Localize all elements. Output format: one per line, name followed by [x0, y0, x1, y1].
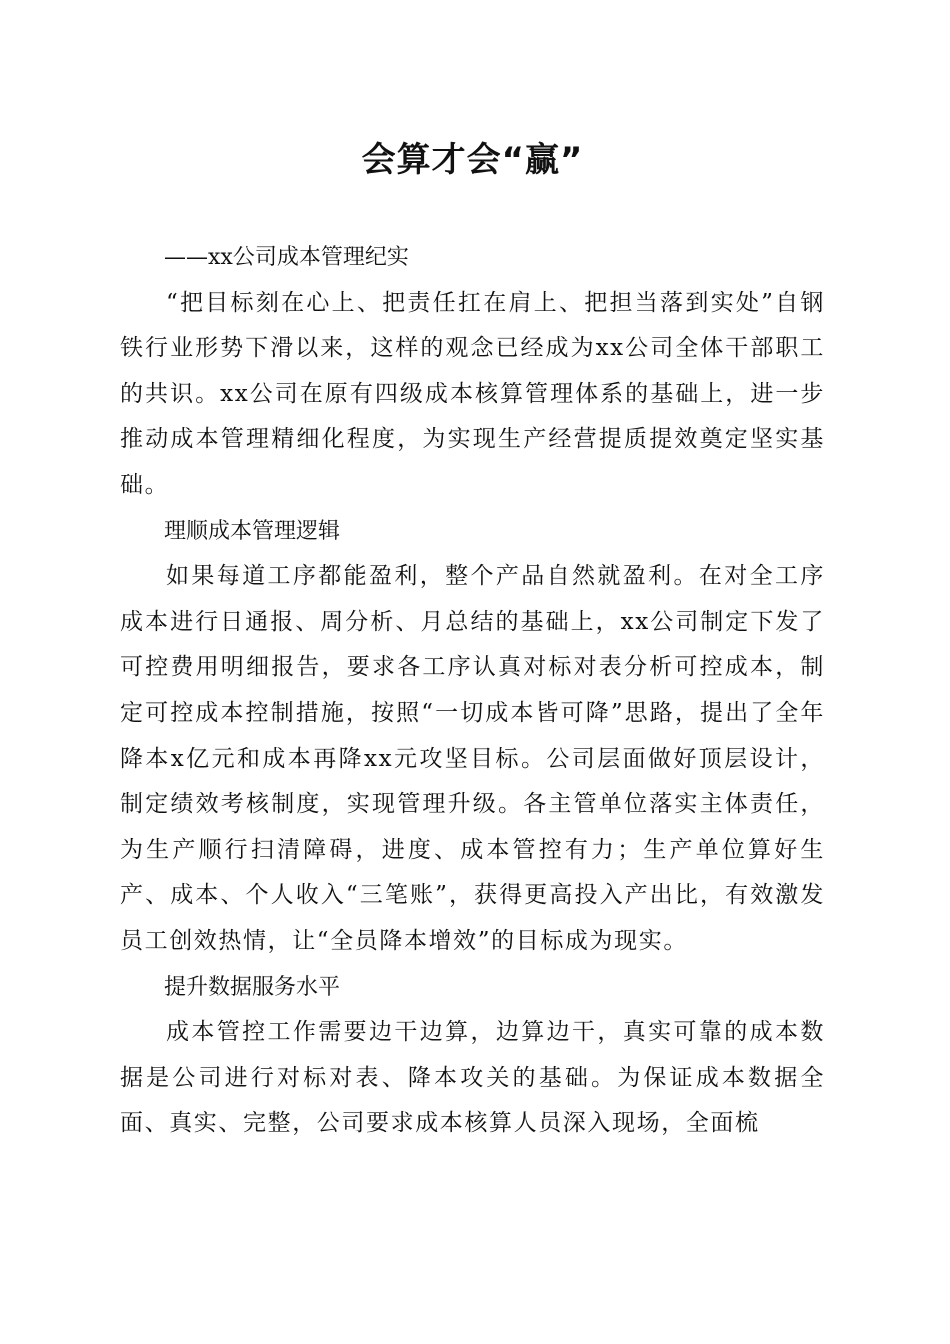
section-body-cost-logic: 如果每道工序都能盈利，整个产品自然就盈利。在对全工序成本进行日通报、周分析、月总结的基础上，xx公司制定下发了可控费用明细报告，要求各工序认真对标对表分析可控成本，制定可控成本控制措施，按照“一切成本皆可降”思路，提出了全年降本x亿元和成本再降xx元攻坚目标。公司层面做好顶层设计，制定绩效考核制度，实现管理升级。各主管单位落实主体责任，为生产顺行扫清障碍，进度、成本管控有力；生产单位算好生产、成本、个人收入“三笔账”，获得更高投入产出比，有效激发员工创效热情，让“全员降本增效”的目标成为现实。 [120, 563, 825, 954]
section-body-data-service: 成本管控工作需要边干边算，边算边干，真实可靠的成本数据是公司进行对标对表、降本攻关的基础。为保证成本数据全面、真实、完整，公司要求成本核算人员深入现场，全面梳 [120, 1019, 825, 1137]
document-subtitle: ——xx公司成本管理纪实 [164, 245, 409, 270]
intro-paragraph: “把目标刻在心上、把责任扛在肩上、把担当落到实处”自钢铁行业形势下滑以来，这样的观念已经成为xx公司全体干部职工的共识。xx公司在原有四级成本核算管理体系的基础上，进一步推动成本管理精细化程度，为实现生产经营提质提效奠定坚实基础。 [120, 289, 825, 498]
section-heading-cost-logic: 理顺成本管理逻辑 [164, 518, 341, 544]
section-heading-data-service: 提升数据服务水平 [164, 974, 341, 1000]
document-page [120, 130, 825, 1147]
document-title: 会算才会“赢” [361, 140, 584, 180]
